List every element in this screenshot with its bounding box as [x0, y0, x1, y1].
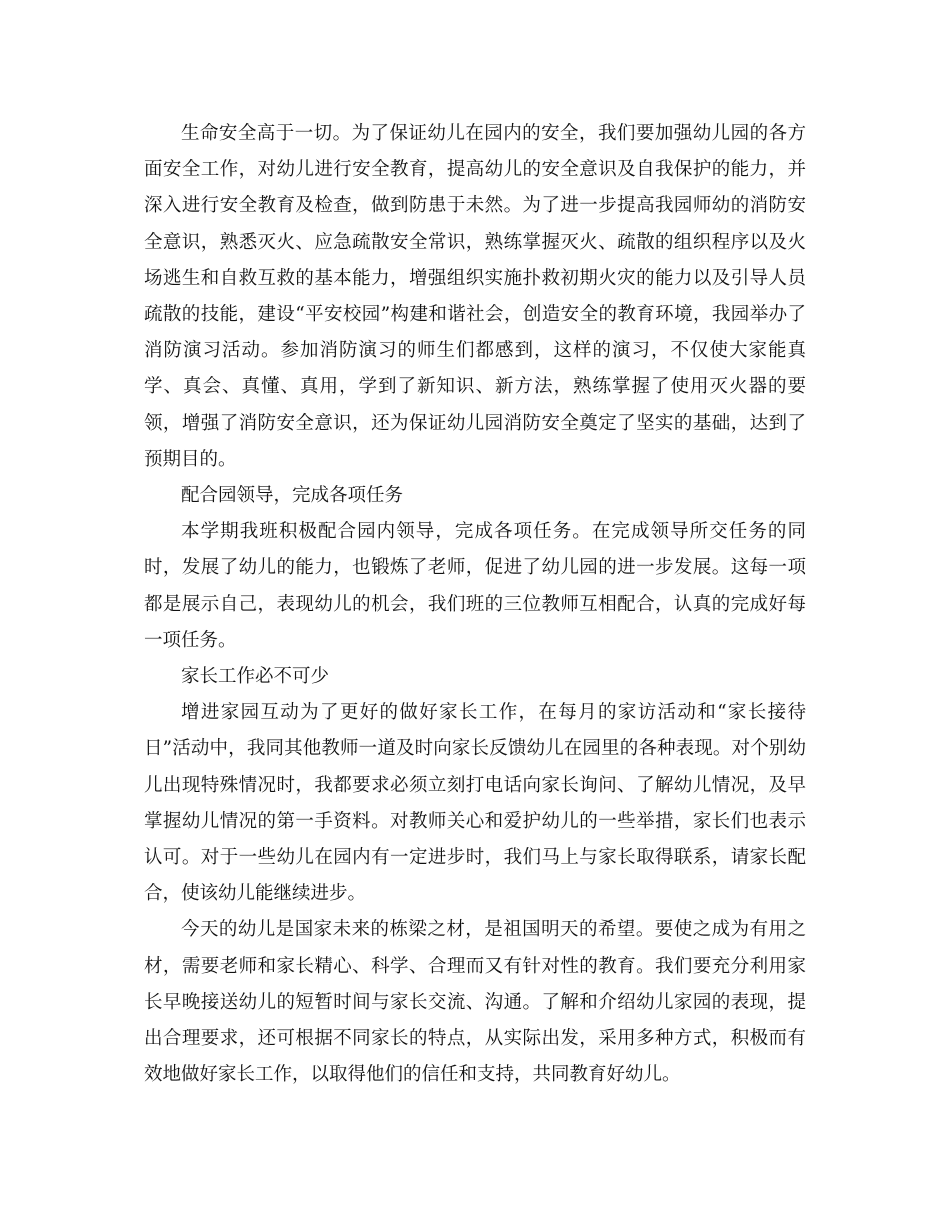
paragraph-safety: 生命安全高于一切。为了保证幼儿在园内的安全，我们要加强幼儿园的各方面安全工作，对幼儿进行安全教育，提高幼儿的安全意识及自我保护的能力，并深入进行安全教育及检查，做到防患于未然。为了进一步提高我园师幼的消防安全意识，熟悉灭火、应急疏散安全常识，熟练掌握灭火、疏散的组织程序以及火场逃生和自救互救的基本能力，增强组织实施扑救初期火灾的能力以及引导人员疏散的技能，建设“平安校园”构建和谐社会，创造安全的教育环境，我园举办了消防演习活动。参加消防演习的师生们都感到，这样的演习，不仅使大家能真学、真会、真懂、真用，学到了新知识、新方法，熟练掌握了使用灭火器的要领，增强了消防安全意识，还为保证幼儿园消防安全奠定了坚实的基础，达到了预期目的。	[144, 123, 806, 470]
paragraph-future: 今天的幼儿是国家未来的栋梁之材，是祖国明天的希望。要使之成为有用之材，需要老师和家长精心、科学、合理而又有针对性的教育。我们要充分利用家长早晚接送幼儿的短暂时间与家长交流、沟通。了解和介绍幼儿家园的表现，提出合理要求，还可根据不同家长的特点，从实际出发，采用多种方式，积极而有效地做好家长工作，以取得他们的信任和支持，共同教育好幼儿。	[144, 919, 806, 1086]
paragraph-home-school: 增进家园互动为了更好的做好家长工作，在每月的家访活动和“家长接待日”活动中，我同其他教师一道及时向家长反馈幼儿在园里的各种表现。对个别幼儿出现特殊情况时，我都要求必须立刻打电话向家长询问、了解幼儿情况，及早掌握幼儿情况的第一手资料。对教师关心和爱护幼儿的一些举措，家长们也表示认可。对于一些幼儿在园内有一定进步时，我们马上与家长取得联系，请家长配合，使该幼儿能继续进步。	[144, 702, 806, 905]
section-heading-parents: 家长工作必不可少	[181, 666, 330, 688]
section-heading-cooperate: 配合园领导，完成各项任务	[181, 485, 404, 507]
document-body	[144, 116, 806, 1093]
paragraph-tasks: 本学期我班积极配合园内领导，完成各项任务。在完成领导所交任务的同时，发展了幼儿的能力，也锻炼了老师，促进了幼儿园的进一步发展。这每一项都是展示自己，表现幼儿的机会，我们班的三位教师互相配合，认真的完成好每一项任务。	[144, 521, 806, 651]
